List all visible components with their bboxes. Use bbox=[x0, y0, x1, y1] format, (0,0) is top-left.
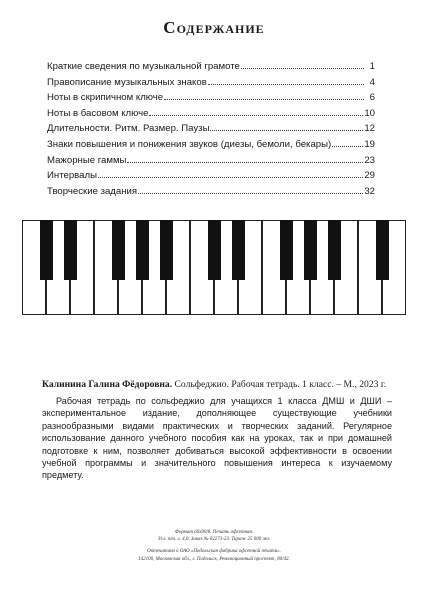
piano-black-key bbox=[376, 220, 389, 280]
toc-entry-page: 1 bbox=[369, 61, 375, 72]
piano-black-key bbox=[304, 220, 317, 280]
imprint bbox=[40, 529, 388, 563]
toc-entry-title: Длительности. Ритм. Размер. Паузы bbox=[47, 123, 210, 135]
toc-entry bbox=[47, 58, 375, 74]
piano-black-key bbox=[112, 220, 125, 280]
toc-entry-title: Ноты в басовом ключе bbox=[47, 107, 149, 119]
toc-entry-page: 32 bbox=[364, 185, 375, 197]
book-reference bbox=[42, 378, 392, 391]
toc-entry bbox=[47, 136, 375, 152]
toc-entry-page: 6 bbox=[369, 92, 375, 104]
toc-entry bbox=[47, 152, 375, 168]
toc-entry bbox=[47, 105, 375, 121]
toc-entry-page: 19 bbox=[364, 138, 375, 150]
piano-black-key bbox=[136, 220, 149, 280]
imprint-order: Усл. печ. л. 4,0. Заказ № 02273-23. Тираж 25 000 экз. bbox=[157, 537, 271, 543]
toc-dot-leader bbox=[210, 120, 363, 131]
piano-black-key bbox=[328, 220, 341, 280]
toc-entry-page: 12 bbox=[364, 123, 375, 135]
imprint-address: 142100, Московская обл., г. Подольск, Революционный проспект, 80/42. bbox=[138, 556, 290, 562]
contents-title: Содержание bbox=[163, 18, 265, 37]
toc-entry-title: Мажорные гаммы bbox=[47, 154, 127, 166]
toc-entry-title: Знаки повышения и понижения звуков (диезы, бемоли, бекары) bbox=[47, 138, 332, 150]
imprint-printer: Отпечатано в ОАО «Подольская фабрика офсетной печати». bbox=[147, 549, 281, 555]
piano-black-key bbox=[280, 220, 293, 280]
toc-entry bbox=[47, 167, 375, 183]
toc-dot-leader bbox=[164, 89, 364, 100]
toc-entry bbox=[47, 89, 375, 105]
toc-entry-title: Правописание музыкальных знаков bbox=[47, 76, 207, 88]
toc-entry-title: Интервалы bbox=[47, 170, 97, 182]
toc-entry bbox=[47, 74, 375, 90]
book-author: Калинина Галина Фёдоровна. bbox=[42, 379, 173, 390]
toc-dot-leader bbox=[241, 58, 364, 69]
book-title-details: Сольфеджио. Рабочая тетрадь. 1 класс. – М., 2023 г. bbox=[172, 379, 387, 390]
piano-black-key bbox=[160, 220, 173, 280]
piano-black-key bbox=[232, 220, 245, 280]
imprint-format: Формат 60х90/8. Печать офсетная. bbox=[174, 530, 254, 535]
piano-black-key bbox=[64, 220, 77, 280]
toc-dot-leader bbox=[127, 152, 363, 163]
toc-dot-leader bbox=[149, 105, 363, 116]
table-of-contents bbox=[47, 58, 375, 198]
toc-entry-title: Творческие задания bbox=[47, 185, 138, 197]
piano-keyboard-illustration bbox=[22, 220, 406, 315]
piano-black-key bbox=[40, 220, 53, 280]
toc-entry-page: 4 bbox=[369, 76, 375, 88]
toc-entry bbox=[47, 120, 375, 136]
toc-entry-title: Краткие сведения по музыкальной грамоте bbox=[47, 61, 240, 72]
toc-entry-page: 29 bbox=[364, 170, 375, 182]
toc-entry-title: Ноты в скрипичном ключе bbox=[47, 92, 164, 104]
piano-black-key bbox=[208, 220, 221, 280]
toc-dot-leader bbox=[208, 74, 364, 85]
toc-entry-page: 10 bbox=[364, 107, 375, 119]
toc-dot-leader bbox=[98, 167, 363, 178]
toc-entry-page: 23 bbox=[364, 154, 375, 166]
toc-dot-leader bbox=[332, 136, 363, 147]
book-annotation: Рабочая тетрадь по сольфеджио для учащихся 1 класса ДМШ и ДШИ – экспериментальное издание, дополняющее существующие учебники разнообразными видами практических и творческих заданий. Регулярное использование данного учебного пособия как на уроках, так и при домашней подготовке к ним, позволяет добиваться высокой эффективности в освоении учебной программы и значительного повышения интереса к изучаемому предмету. bbox=[42, 396, 392, 481]
toc-dot-leader bbox=[138, 183, 363, 194]
toc-entry bbox=[47, 183, 375, 199]
